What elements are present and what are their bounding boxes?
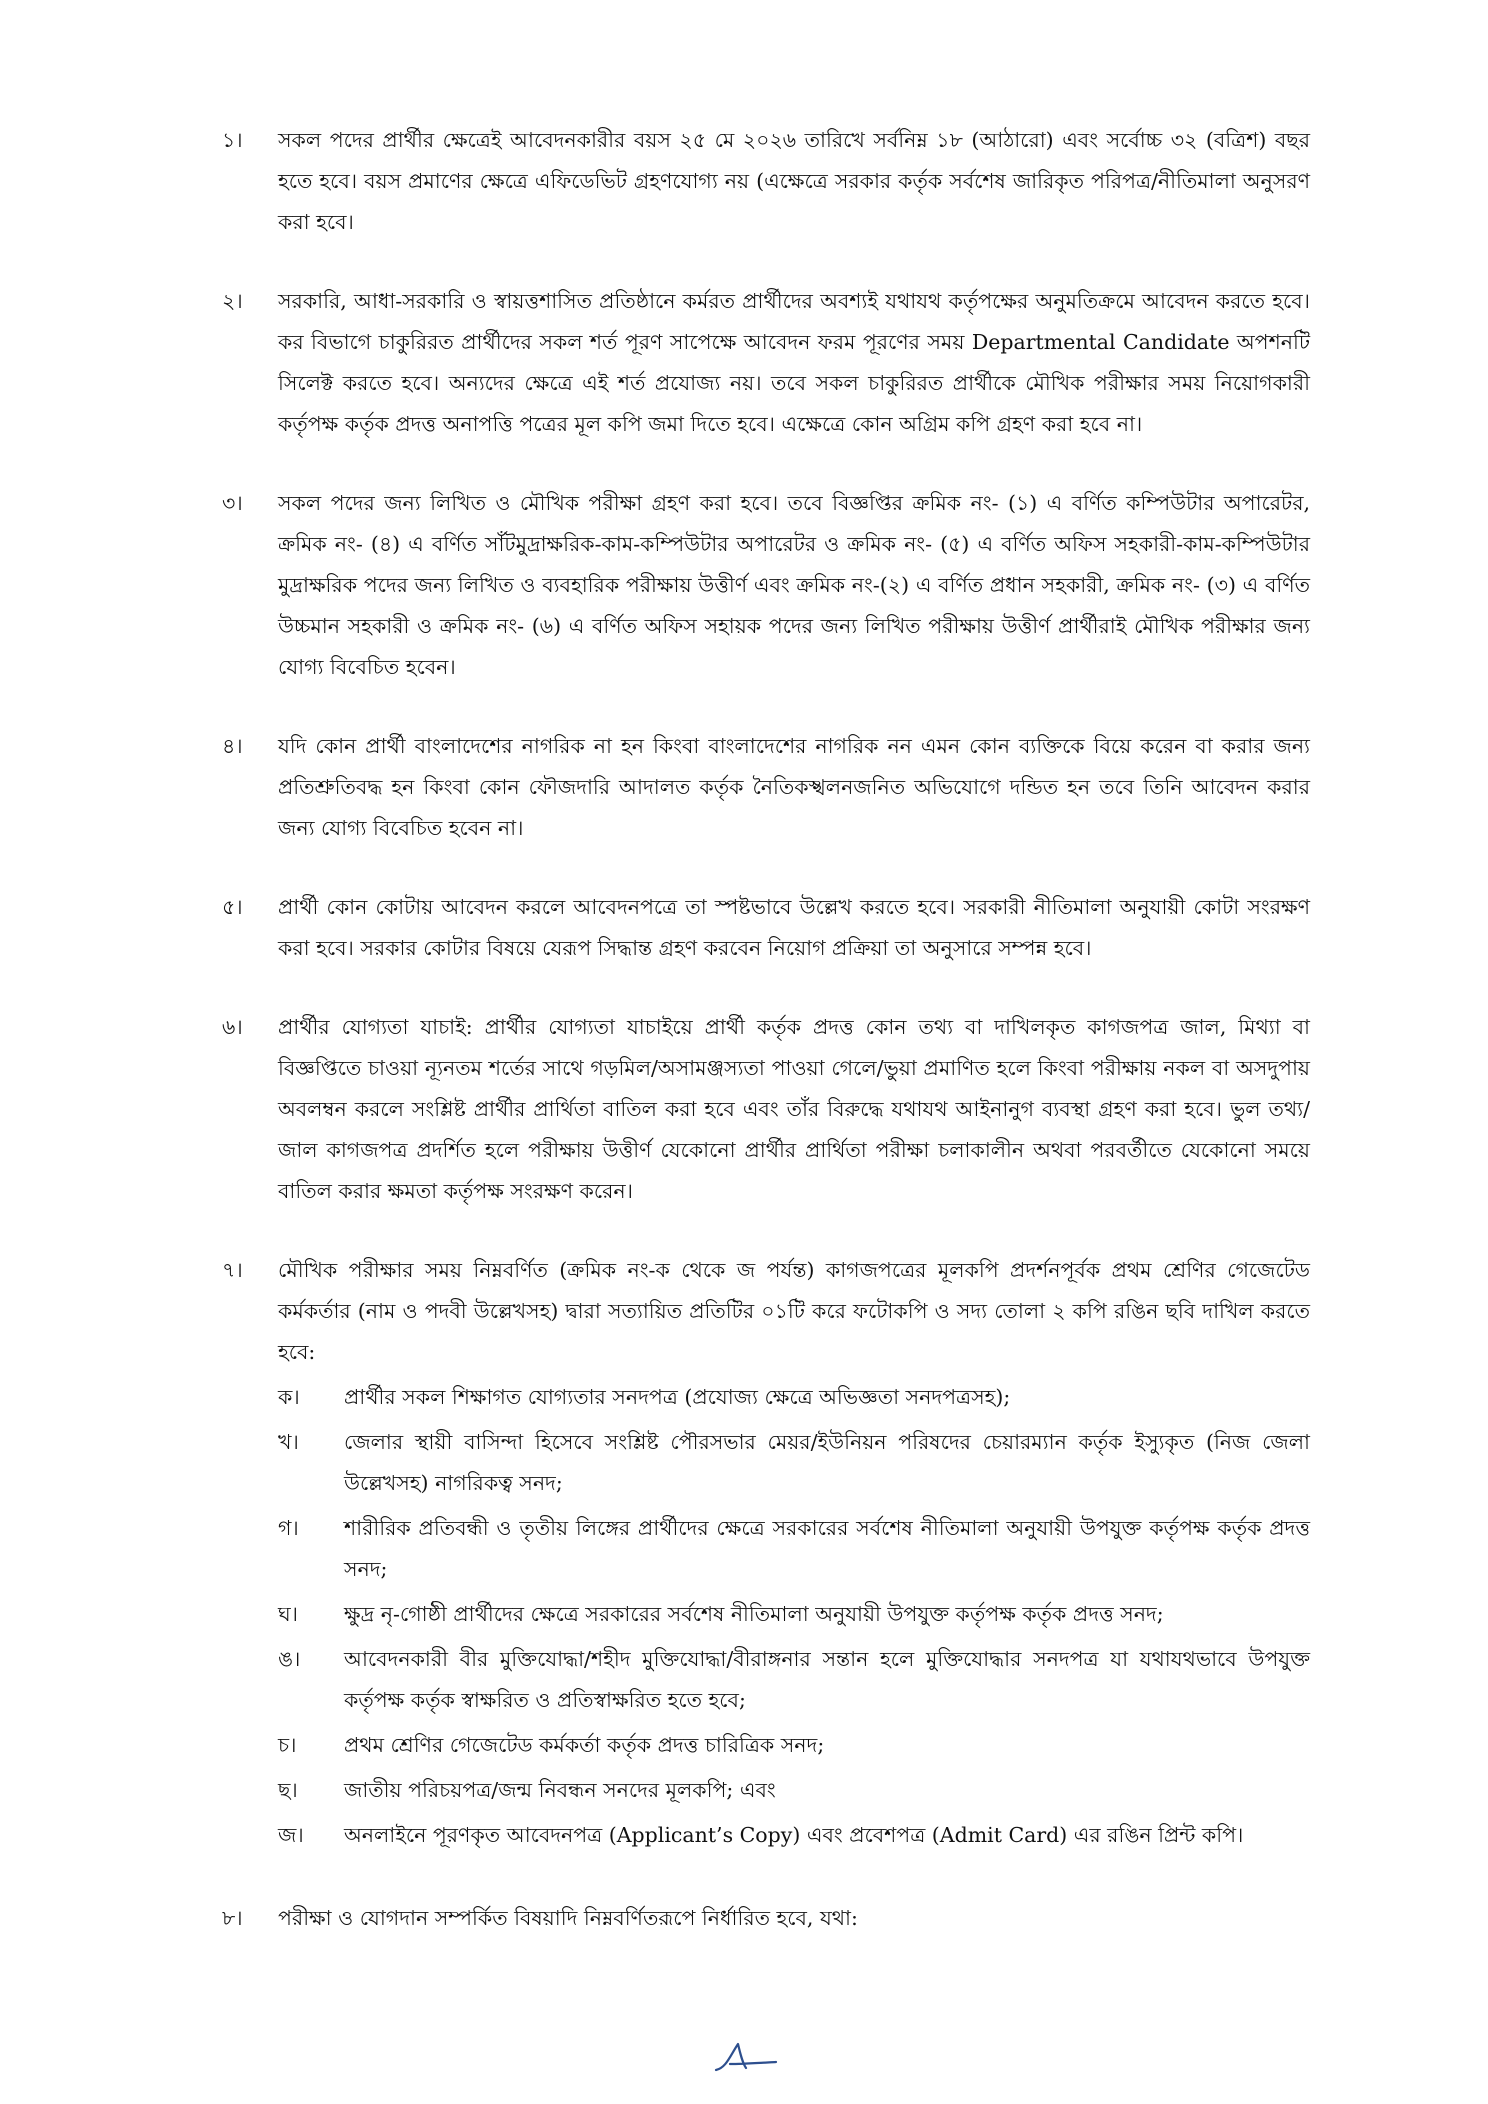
clause-text: প্রার্থীর যোগ্যতা যাচাই: প্রার্থীর যোগ্যতা যাচাইয়ে প্রার্থী কর্তৃক প্রদত্ত কোন তথ্য বা দাখিলকৃত কাগজপত্র জাল, মিথ্যা বা বিজ্ঞপ্তিতে চাওয়া ন্যূনতম শর্তের সাথে গড়মিল/অসামঞ্জস্যতা পাওয়া গেলে/ভুয়া প্রমাণিত হলে কিংবা পরীক্ষায় নকল বা অসদুপায় অবলম্বন করলে সংশ্লিষ্ট প্রার্থীর প্রার্থিতা বাতিল করা হবে এবং তাঁর বিরুদ্ধে যথাযথ আইনানুগ ব্যবস্থা গ্রহণ করা হবে। ভুল তথ্য/জাল কাগজপত্র প্রদর্শিত হলে পরীক্ষায় উত্তীর্ণ যেকোনো প্রার্থীর প্রার্থিতা পরীক্ষা চলাকালীন অথবা পরবর্তীতে যেকোনো সময়ে বাতিল করার ক্ষমতা কর্তৃপক্ষ সংরক্ষণ করেন। [278, 1015, 1310, 1203]
subitem-text: প্রার্থীর সকল শিক্ষাগত যোগ্যতার সনদপত্র (প্রযোজ্য ক্ষেত্রে অভিজ্ঞতা সনদপত্রসহ); [344, 1385, 1011, 1409]
subitem-ga [278, 1508, 1310, 1590]
subitem-text: শারীরিক প্রতিবন্ধী ও তৃতীয় লিঙ্গের প্রার্থীদের ক্ষেত্রে সরকারের সর্বশেষ নীতিমালা অনুযায়ী উপযুক্ত কর্তৃপক্ষ কর্তৃক প্রদত্ত সনদ; [344, 1516, 1310, 1581]
document-sublist [278, 1377, 1310, 1856]
clause-8 [222, 1898, 1310, 1939]
subitem-letter: গ। [278, 1516, 299, 1540]
subitem-text: আবেদনকারী বীর মুক্তিযোদ্ধা/শহীদ মুক্তিযোদ্ধা/বীরাঙ্গনার সন্তান হলে মুক্তিযোদ্ধার সনদপত্র যা যথাযথভাবে উপযুক্ত কর্তৃপক্ষ কর্তৃক স্বাক্ষরিত ও প্রতিস্বাক্ষরিত হতে হবে; [344, 1647, 1310, 1712]
subitem-letter: ছ। [278, 1778, 298, 1802]
subitem-letter: ঙ। [278, 1647, 301, 1671]
subitem-cha [278, 1725, 1310, 1766]
clause-text: প্রার্থী কোন কোটায় আবেদন করলে আবেদনপত্রে তা স্পষ্টভাবে উল্লেখ করতে হবে। সরকারী নীতিমালা অনুযায়ী কোটা সংরক্ষণ করা হবে। সরকার কোটার বিষয়ে যেরূপ সিদ্ধান্ত গ্রহণ করবেন নিয়োগ প্রক্রিয়া তা অনুসারে সম্পন্ন হবে। [278, 895, 1310, 960]
clause-number: ১। [222, 128, 243, 152]
clause-body [278, 1250, 1310, 1860]
clause-1 [222, 120, 1310, 243]
clause-text: সরকারি, আধা-সরকারি ও স্বায়ত্তশাসিত প্রতিষ্ঠানে কর্মরত প্রার্থীদের অবশ্যই যথাযথ কর্তৃপক্ষের অনুমতিক্রমে আবেদন করতে হবে। কর বিভাগে চাকুরিরত প্রার্থীদের সকল শর্ত পূরণ সাপেক্ষে আবেদন ফরম পূরণের সময় Departmental Candidate অপশনটি সিলেক্ট করতে হবে। অন্যদের ক্ষেত্রে এই শর্ত প্রযোজ্য নয়। তবে সকল চাকুরিরত প্রার্থীকে মৌখিক পরীক্ষার সময় নিয়োগকারী কর্তৃপক্ষ কর্তৃক প্রদত্ত অনাপত্তি পত্রের মূল কপি জমা দিতে হবে। এক্ষেত্রে কোন অগ্রিম কপি গ্রহণ করা হবে না। [278, 289, 1310, 436]
subitem-text: জাতীয় পরিচয়পত্র/জন্ম নিবন্ধন সনদের মূলকপি; এবং [344, 1778, 776, 1802]
clause-number: ৭। [222, 1258, 243, 1282]
clause-number: ৮। [222, 1906, 243, 1930]
clause-number: ৬। [222, 1015, 243, 1039]
subitem-chha [278, 1770, 1310, 1811]
clause-text: পরীক্ষা ও যোগদান সম্পর্কিত বিষয়াদি নিম্নবর্ণিতরূপে নির্ধারিত হবে, যথা: [278, 1906, 858, 1930]
subitem-kha [278, 1422, 1310, 1504]
clause-text: মৌখিক পরীক্ষার সময় নিম্নবর্ণিত (ক্রমিক নং-ক থেকে জ পর্যন্ত) কাগজপত্রের মূলকপি প্রদর্শনপূর্বক প্রথম শ্রেণির গেজেটেড কর্মকর্তার (নাম ও পদবী উল্লেখসহ) দ্বারা সত্যায়িত প্রতিটির ০১টি করে ফটোকপি ও সদ্য তোলা ২ কপি রঙিন ছবি দাখিল করতে হবে: [278, 1258, 1310, 1364]
clause-text: সকল পদের জন্য লিখিত ও মৌখিক পরীক্ষা গ্রহণ করা হবে। তবে বিজ্ঞপ্তির ক্রমিক নং- (১) এ বর্ণিত কম্পিউটার অপারেটর, ক্রমিক নং- (৪) এ বর্ণিত সাঁটমুদ্রাক্ষরিক-কাম-কম্পিউটার অপারেটর ও ক্রমিক নং- (৫) এ বর্ণিত অফিস সহকারী-কাম-কম্পিউটার মুদ্রাক্ষরিক পদের জন্য লিখিত ও ব্যবহারিক পরীক্ষায় উত্তীর্ণ এবং ক্রমিক নং-(২) এ বর্ণিত প্রধান সহকারী, ক্রমিক নং- (৩) এ বর্ণিত উচ্চমান সহকারী ও ক্রমিক নং- (৬) এ বর্ণিত অফিস সহায়ক পদের জন্য লিখিত পরীক্ষায় উত্তীর্ণ প্রার্থীরাই মৌখিক পরীক্ষার জন্য যোগ্য বিবেচিত হবেন। [278, 491, 1310, 679]
clause-4 [222, 726, 1310, 849]
subitem-letter: চ। [278, 1733, 297, 1757]
subitem-text: প্রথম শ্রেণির গেজেটেড কর্মকর্তা কর্তৃক প্রদত্ত চারিত্রিক সনদ; [344, 1733, 825, 1757]
signature-mark [712, 2038, 782, 2078]
subitem-ja [278, 1815, 1310, 1856]
clause-7 [222, 1250, 1310, 1860]
clause-number: ৪। [222, 734, 243, 758]
subitem-letter: খ। [278, 1430, 299, 1454]
subitem-text: জেলার স্থায়ী বাসিন্দা হিসেবে সংশ্লিষ্ট পৌরসভার মেয়র/ইউনিয়ন পরিষদের চেয়ারম্যান কর্তৃক ইস্যুকৃত (নিজ জেলা উল্লেখসহ) নাগরিকত্ব সনদ; [344, 1430, 1310, 1495]
subitem-text: অনলাইনে পূরণকৃত আবেদনপত্র (Applicant’s Copy) এবং প্রবেশপত্র (Admit Card) এর রঙিন প্রিন্ট কপি। [344, 1823, 1244, 1847]
clause-6 [222, 1007, 1310, 1212]
clause-number: ৩। [222, 491, 243, 515]
clause-number: ৫। [222, 895, 243, 919]
subitem-uma [278, 1639, 1310, 1721]
subitem-letter: ক। [278, 1385, 300, 1409]
clause-5 [222, 887, 1310, 969]
clause-2 [222, 281, 1310, 445]
subitem-ka [278, 1377, 1310, 1418]
clause-3 [222, 483, 1310, 688]
clause-text: সকল পদের প্রার্থীর ক্ষেত্রেই আবেদনকারীর বয়স ২৫ মে ২০২৬ তারিখে সর্বনিম্ন ১৮ (আঠারো) এবং সর্বোচ্চ ৩২ (বত্রিশ) বছর হতে হবে। বয়স প্রমাণের ক্ষেত্রে এফিডেভিট গ্রহণযোগ্য নয় (এক্ষেত্রে সরকার কর্তৃক সর্বশেষ জারিকৃত পরিপত্র/নীতিমালা অনুসরণ করা হবে। [278, 128, 1310, 234]
subitem-gha [278, 1594, 1310, 1635]
clause-text: যদি কোন প্রার্থী বাংলাদেশের নাগরিক না হন কিংবা বাংলাদেশের নাগরিক নন এমন কোন ব্যক্তিকে বিয়ে করেন বা করার জন্য প্রতিশ্রুতিবদ্ধ হন কিংবা কোন ফৌজদারি আদালত কর্তৃক নৈতিকস্খলনজনিত অভিযোগে দন্ডিত হন তবে তিনি আবেদন করার জন্য যোগ্য বিবেচিত হবেন না। [278, 734, 1310, 840]
clause-number: ২। [222, 289, 243, 313]
subitem-letter: ঘ। [278, 1602, 298, 1626]
subitem-text: ক্ষুদ্র নৃ-গোষ্ঠী প্রার্থীদের ক্ষেত্রে সরকারের সর্বশেষ নীতিমালা অনুযায়ী উপযুক্ত কর্তৃপক্ষ কর্তৃক প্রদত্ত সনদ; [344, 1602, 1164, 1626]
subitem-letter: জ। [278, 1823, 304, 1847]
